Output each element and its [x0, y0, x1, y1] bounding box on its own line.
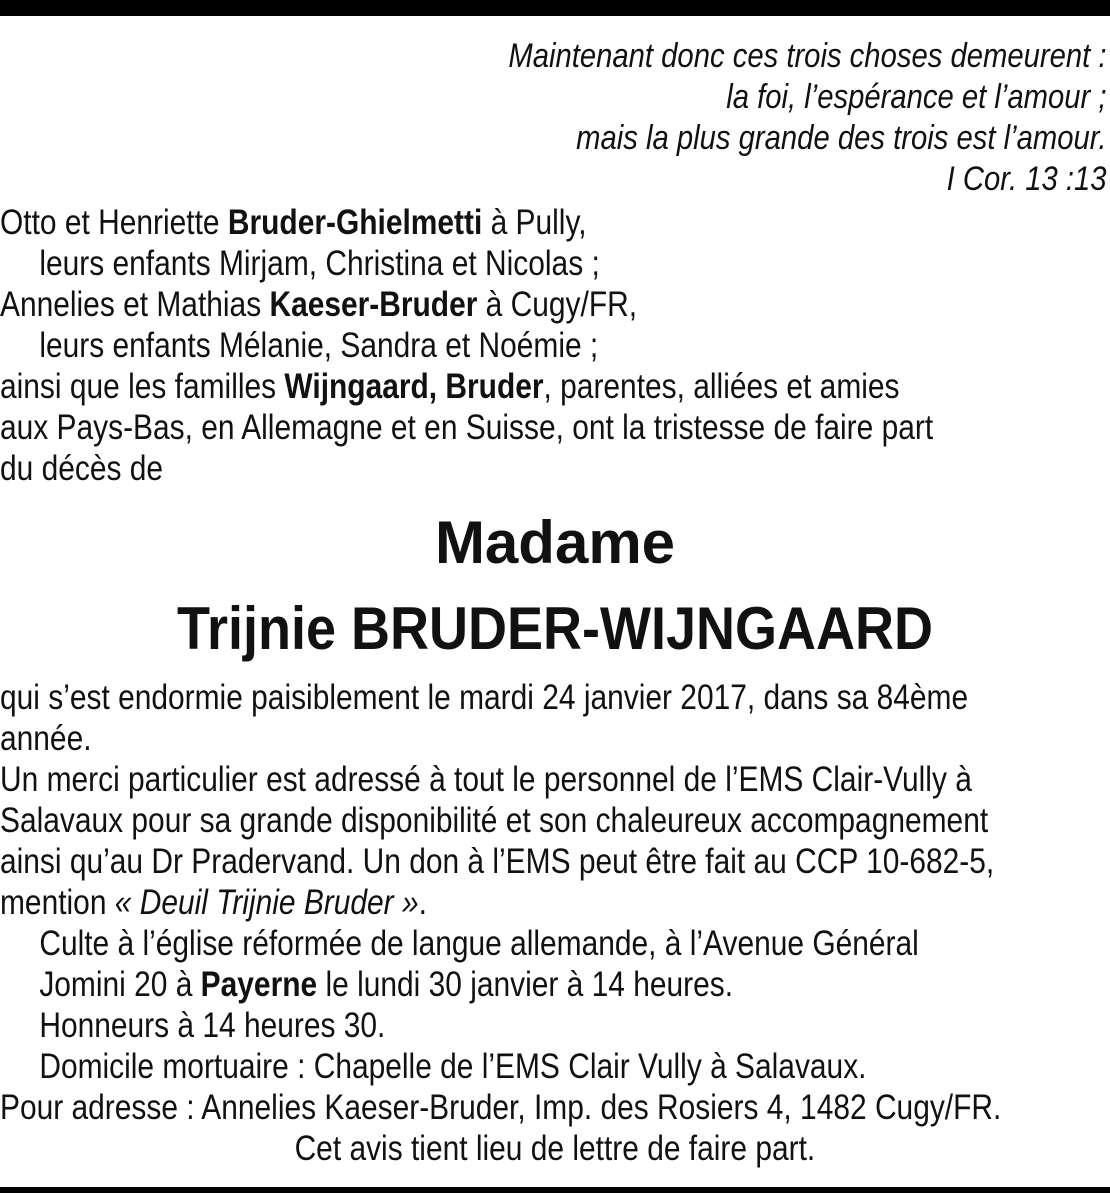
- text-segment: .: [418, 883, 427, 922]
- epigraph-line-3: mais la plus grande des trois est l’amour.: [575, 119, 1106, 157]
- text-segment: à Pully,: [482, 203, 587, 242]
- bible-verse-epigraph: [508, 36, 1106, 200]
- notice-line-2: année.: [0, 719, 92, 758]
- text-segment: le lundi 30 janvier à 14 heures.: [317, 965, 734, 1004]
- family-line-3: [0, 284, 1110, 325]
- notice-line-5: ainsi qu’au Dr Pradervand. Un don à l’EMS peut être fait au CCP 10-682-5,: [0, 842, 995, 881]
- address-line: Pour adresse : Annelies Kaeser-Bruder, Imp. des Rosiers 4, 1482 Cugy/FR.: [0, 1088, 1002, 1127]
- bottom-border-rule: [0, 1187, 1110, 1193]
- closing-line: Cet avis tient lieu de lettre de faire part.: [294, 1129, 816, 1168]
- family-line-6: aux Pays-Bas, en Allemagne et en Suisse, ont la tristesse de faire part: [0, 408, 934, 447]
- family-name-bold: Kaeser-Bruder: [269, 285, 478, 324]
- notice-line-6: [0, 882, 1110, 923]
- notice-details: [0, 677, 1110, 1169]
- text-segment: , parentes, alliées et amies: [543, 367, 900, 406]
- honours-line: Honneurs à 14 heures 30.: [39, 1006, 386, 1045]
- family-line-5: [0, 366, 1110, 407]
- notice-line-1: qui s’est endormie paisiblement le mardi 24 janvier 2017, dans sa 84ème: [0, 678, 969, 717]
- text-segment: mention: [0, 883, 115, 922]
- epigraph-reference: I Cor. 13 :13: [946, 160, 1106, 198]
- text-segment: Jomini 20 à: [39, 965, 201, 1004]
- family-announcement: [0, 202, 1110, 489]
- text-segment: Otto et Henriette: [0, 203, 228, 242]
- text-segment: à Cugy/FR,: [477, 285, 638, 324]
- epigraph-line-2: la foi, l’espérance et l’amour ;: [725, 78, 1106, 116]
- service-line-1: Culte à l’église réformée de langue allemande, à l’Avenue Général: [39, 924, 919, 963]
- text-segment: ainsi que les familles: [0, 367, 285, 406]
- family-line-4: leurs enfants Mélanie, Sandra et Noémie ;: [39, 326, 599, 365]
- notice-line-3: Un merci particulier est adressé à tout le personnel de l’EMS Clair-Vully à: [0, 760, 972, 799]
- mortuary-line: Domicile mortuaire : Chapelle de l’EMS Clair Vully à Salavaux.: [39, 1047, 867, 1086]
- family-name-bold: Wijngaard, Bruder: [284, 367, 544, 406]
- top-border-rule: [0, 0, 1110, 16]
- family-name-bold: Bruder-Ghielmetti: [227, 203, 483, 242]
- notice-line-4: Salavaux pour sa grande disponibilité et son chaleureux accompagnement: [0, 801, 989, 840]
- donation-mention-italic: « Deuil Trijnie Bruder »: [114, 883, 419, 922]
- family-line-7: du décès de: [0, 449, 164, 488]
- family-line-1: [0, 202, 1110, 243]
- deceased-title: Madame: [434, 509, 676, 576]
- epigraph-line-1: Maintenant donc ces trois choses demeurent :: [507, 37, 1106, 75]
- family-line-2: leurs enfants Mirjam, Christina et Nicolas ;: [39, 244, 600, 283]
- text-segment: Annelies et Mathias: [0, 285, 270, 324]
- service-town-bold: Payerne: [200, 965, 318, 1004]
- deceased-name: Trijnie BRUDER-WIJNGAARD: [176, 595, 934, 662]
- service-line-2: [0, 964, 1110, 1005]
